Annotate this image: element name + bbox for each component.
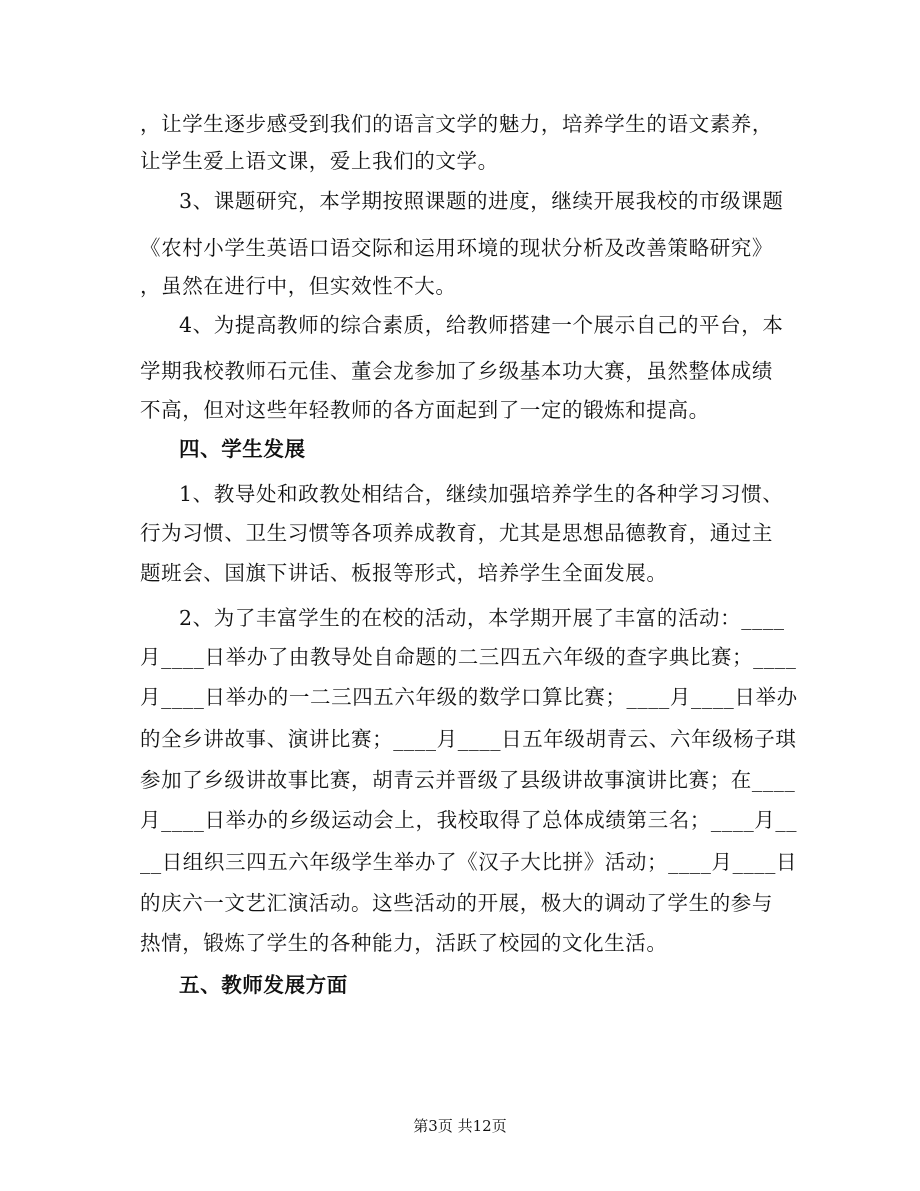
- text-line-13: 2、为了丰富学生的在校的活动，本学期开展了丰富的活动：____: [179, 606, 785, 630]
- page-number: 第3页 共12页: [413, 1117, 507, 1135]
- text-line-17: 参加了乡级讲故事比赛，胡青云并晋级了县级讲故事演讲比赛；在____: [140, 768, 796, 792]
- text-line-12: 题班会、国旗下讲话、板报等形式，培养学生全面发展。: [140, 561, 668, 585]
- section-heading-student-development: 四、学生发展: [179, 437, 306, 461]
- text-line-7: 学期我校教师石元佳、董会龙参加了乡级基本功大赛，虽然整体成绩: [140, 359, 773, 383]
- text-line-4: 《农村小学生英语口语交际和运用环境的现状分析及改善策略研究》: [140, 236, 773, 260]
- text-line-6: 4、为提高教师的综合素质，给教师搭建一个展示自己的平台，本: [179, 313, 784, 337]
- text-line-11: 行为习惯、卫生习惯等各项养成教育，尤其是思想品德教育，通过主: [140, 521, 773, 545]
- text-line-15: 月____日举办的一二三四五六年级的数学口算比赛；____月____日举办: [140, 685, 798, 709]
- section-heading-teacher-development: 五、教师发展方面: [179, 973, 348, 997]
- text-line-5: ，虽然在进行中，但实效性不大。: [140, 274, 457, 298]
- text-line-20: 的庆六一文艺汇演活动。这些活动的开展，极大的调动了学生的参与: [140, 891, 773, 915]
- text-line-3: 3、课题研究，本学期按照课题的进度，继续开展我校的市级课题: [179, 189, 784, 213]
- text-line-2: 让学生爱上语文课，爱上我们的文学。: [140, 149, 499, 173]
- text-line-14: 月____日举办了由教导处自命题的二三四五六年级的查字典比赛；____: [140, 645, 797, 669]
- text-line-18: 月____日举办的乡级运动会上，我校取得了总体成绩第三名；____月__: [140, 808, 798, 832]
- text-line-8: 不高，但对这些年轻教师的各方面起到了一定的锻炼和提高。: [140, 398, 710, 422]
- text-line-10: 1、教导处和政教处相结合，继续加强培养学生的各种学习习惯、: [179, 482, 784, 506]
- text-line-19: __日组织三四五六年级学生举办了《汉子大比拼》活动；____月____日: [140, 850, 798, 874]
- text-line-21: 热情，锻炼了学生的各种能力，活跃了校园的文化生活。: [140, 931, 668, 955]
- text-line-1: ，让学生逐步感受到我们的语言文学的魅力，培养学生的语文素养，: [140, 112, 773, 136]
- text-line-16: 的全乡讲故事、演讲比赛；____月____日五年级胡青云、六年级杨子琪: [140, 727, 797, 751]
